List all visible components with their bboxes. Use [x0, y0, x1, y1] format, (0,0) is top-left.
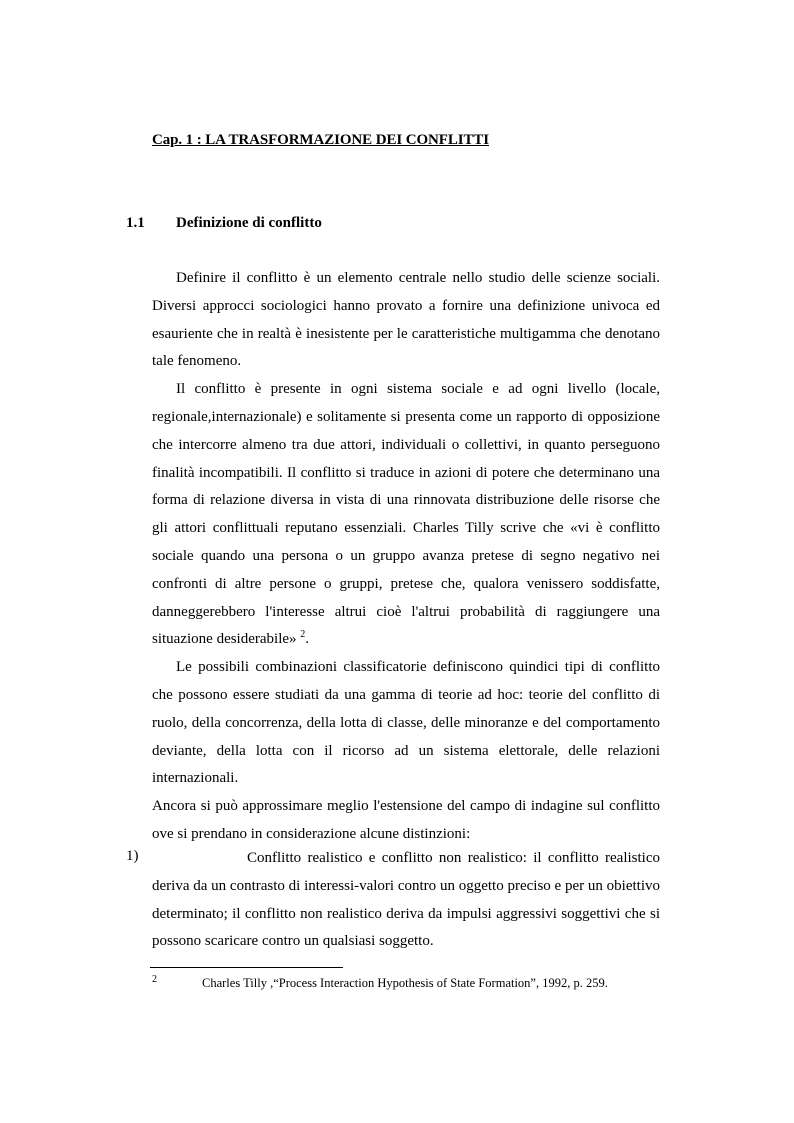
list-item-marker: 1)	[126, 848, 139, 864]
paragraph-3: Le possibili combinazioni classificatorie definiscono quindici tipi di conflitto che possono essere studiati da una gamma di teorie ad hoc: teorie del conflitto di ruolo, della concorrenza, della lotta di classe, delle minoranze e del comportamento deviante, della lotta con il ricorso ad un sistema elettorale, delle relazioni internazionali.	[152, 659, 660, 787]
paragraph-4: Ancora si può approssimare meglio l'estensione del campo di indagine sul conflitto ove si prendano in considerazione alcune distinzioni:	[152, 798, 660, 842]
footnote-text: Charles Tilly ,“Process Interaction Hypothesis of State Formation”, 1992, p. 259.	[202, 976, 608, 990]
paragraph-2: Il conflitto è presente in ogni sistema sociale e ad ogni livello (locale, regionale,internazionale) e solitamente si presenta come un rapporto di opposizione che intercorre almeno tra due attori, individuali o collettivi, in quanto perseguono finalità incompatibili. Il conflitto si traduce in azioni di potere che determinano una forma di relazione diversa in vista di una rinnovata distribuzione delle risorse che gli attori conflittuali reputano essenziali. Charles Tilly scrive che «vi è conflitto sociale quando una persona o un gruppo avanza pretese di segno negativo nei confronti di altre persone o gruppi, pretese che, qualora venissero soddisfatte, danneggerebbero l'interesse altrui cioè l'altrui probabilità di raggiungere una situazione desiderabile» $^2$.	[152, 381, 660, 648]
body-text	[152, 265, 660, 849]
footnote-number: 2	[152, 974, 157, 985]
list-item	[152, 845, 660, 956]
chapter-title: Cap. 1 : LA TRASFORMAZIONE DEI CONFLITTI	[152, 132, 490, 148]
footnote-reference: 2	[300, 629, 306, 641]
section-number: 1.1	[126, 215, 145, 231]
section-title: Definizione di conflitto	[176, 215, 322, 231]
list-item-text: Conflitto realistico e conflitto non realistico: il conflitto realistico deriva da un contrasto di interessi-valori contro un oggetto preciso e per un obiettivo determinato; il conflitto non realistico deriva da impulsi aggressivi soggettivi che si possono scaricare contro un qualsiasi soggetto.	[152, 850, 660, 950]
paragraph-1: Definire il conflitto è un elemento centrale nello studio delle scienze sociali. Diversi approcci sociologici hanno provato a fornire una definizione univoca ed esauriente che in realtà è inesistente per le caratteristiche multigamma che denotano tale fenomeno.	[152, 270, 660, 370]
paragraph-2-text: Il conflitto è presente in ogni sistema sociale e ad ogni livello (locale, regionale,internazionale) e solitamente si presenta come un rapporto di opposizione che intercorre almeno tra due attori, individuali o collettivi, in quanto perseguono finalità incompatibili. Il conflitto si traduce in azioni di potere che determinano una forma di relazione diversa in vista di una rinnovata distribuzione delle risorse che gli attori conflittuali reputano essenziali. Charles Tilly scrive che «vi è conflitto sociale quando una persona o un gruppo avanza pretese di segno negativo nei confronti di altre persone o gruppi, pretese che, qualora venissero soddisfatte, danneggerebbero l'interesse altrui cioè l'altrui probabilità di raggiungere una situazione desiderabile»	[152, 381, 660, 648]
footnote-divider	[150, 967, 343, 968]
